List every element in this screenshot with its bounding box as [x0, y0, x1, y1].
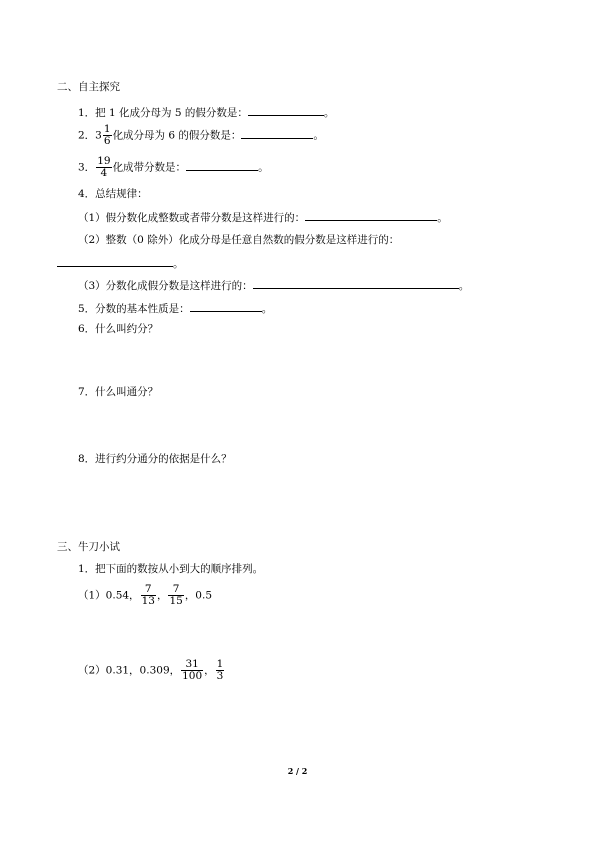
question-3-end: 。: [258, 161, 269, 174]
fraction-numerator: 19: [97, 155, 111, 167]
answer-blank-4-3[interactable]: [253, 277, 459, 289]
question-4-sub-2-end: 。: [173, 258, 184, 270]
question-4-sub-2-answer: [57, 255, 184, 271]
fraction-1-3: [216, 659, 225, 682]
fraction-7-15: [168, 584, 183, 607]
question-1-end: 。: [323, 107, 335, 119]
question-5-end: 。: [261, 303, 273, 315]
question-4-sub-1: [78, 209, 448, 225]
question-5-text: 5．分数的基本性质是：: [78, 303, 190, 315]
question-4: 4．总结规律：: [78, 188, 148, 200]
fraction-denominator: 4: [100, 167, 108, 179]
fraction-31-100: [181, 659, 203, 682]
question-5: [78, 300, 272, 316]
section-3-heading: 三、牛刀小试: [57, 541, 120, 553]
fraction-19-4: [96, 156, 111, 179]
question-2-prefix: 2．3: [78, 129, 102, 142]
question-4-sub-3-end: 。: [458, 280, 470, 292]
answer-blank-3[interactable]: [186, 159, 258, 171]
ordering-problem-2-prefix: （2）0.31，0.309，: [78, 664, 181, 677]
question-1: [78, 104, 334, 120]
fraction-denominator: 100: [182, 670, 203, 682]
question-3-text: 化成带分数是：: [112, 161, 187, 174]
fraction-1-6: [103, 124, 112, 147]
question-4-sub-3-text: （3）分数化成假分数是这样进行的：: [78, 280, 253, 292]
ordering-problem-1-prefix: （1）0.54，: [78, 589, 140, 602]
fraction-numerator: 1: [216, 658, 224, 670]
section-3-question-1: 1．把下面的数按从小到大的顺序排列。: [78, 563, 264, 575]
answer-blank-2[interactable]: [241, 127, 313, 139]
answer-blank-1[interactable]: [248, 104, 324, 116]
question-2: [78, 124, 324, 147]
fraction-denominator: 13: [141, 595, 155, 607]
question-8: 8．进行约分通分的依据是什么？: [78, 453, 232, 465]
answer-blank-4-1[interactable]: [305, 209, 437, 221]
separator: ，: [156, 589, 168, 602]
ordering-problem-1: [78, 584, 212, 607]
page-number: 2 / 2: [287, 766, 308, 776]
separator: ，: [204, 664, 215, 677]
fraction-denominator: 15: [169, 595, 183, 607]
question-6: 6．什么叫约分？: [78, 323, 159, 335]
answer-blank-4-2[interactable]: [57, 255, 173, 267]
question-4-sub-1-text: （1）假分数化成整数或者带分数是这样进行的：: [78, 212, 306, 224]
question-4-sub-1-end: 。: [437, 212, 448, 224]
question-4-sub-2: （2）整数（0 除外）化成分母是任意自然数的假分数是这样进行的：: [78, 234, 400, 246]
fraction-numerator: 1: [103, 123, 111, 135]
question-7: 7．什么叫通分？: [78, 386, 159, 398]
fraction-7-13: [141, 584, 156, 607]
question-2-end: 。: [313, 129, 324, 142]
fraction-denominator: 3: [216, 670, 224, 682]
section-2-heading: 二、自主探究: [57, 81, 120, 93]
question-4-sub-3: [78, 277, 469, 293]
question-3-prefix: 3．: [78, 161, 96, 174]
question-1-text: 1．把 1 化成分母为 5 的假分数是：: [78, 107, 248, 119]
fraction-denominator: 6: [103, 135, 111, 147]
ordering-problem-2: [78, 659, 225, 682]
ordering-problem-1-suffix: ，0.5: [184, 589, 213, 602]
answer-blank-5[interactable]: [190, 300, 262, 312]
question-3: [78, 156, 269, 179]
question-2-text: 化成分母为 6 的假分数是：: [112, 129, 242, 142]
fraction-numerator: 7: [168, 584, 183, 596]
fraction-numerator: 31: [181, 659, 203, 671]
fraction-numerator: 7: [141, 584, 156, 596]
